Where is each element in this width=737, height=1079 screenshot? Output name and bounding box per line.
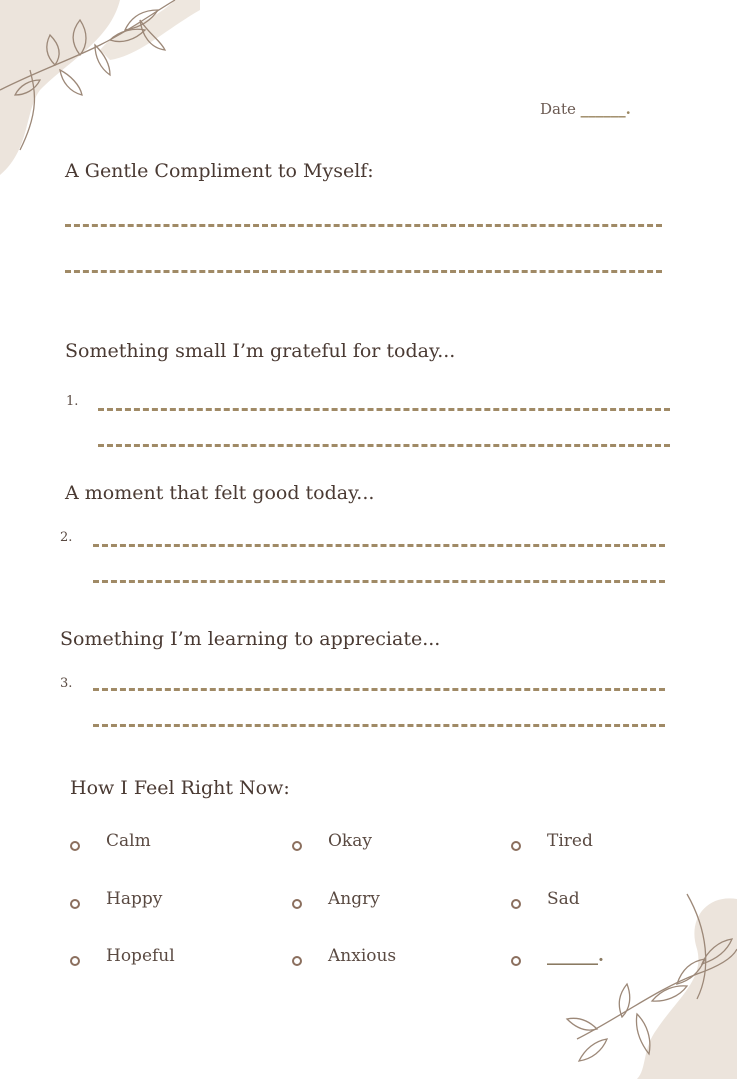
appreciate-heading: Something I’m learning to appreciate... <box>60 628 441 650</box>
mood-option-angry[interactable] <box>292 889 380 909</box>
moment-writing-line-1[interactable] <box>93 544 665 547</box>
mood-circle-icon[interactable] <box>511 956 521 966</box>
mood-option-other[interactable] <box>511 946 604 966</box>
leaf-branch-decoration-top-left <box>0 0 200 180</box>
mood-label: Okay <box>328 831 372 851</box>
compliment-heading: A Gentle Compliment to Myself: <box>65 160 374 182</box>
compliment-writing-line-2[interactable] <box>65 270 662 273</box>
mood-label: Hopeful <box>106 946 175 966</box>
mood-circle-icon[interactable] <box>70 899 80 909</box>
mood-circle-icon[interactable] <box>292 841 302 851</box>
appreciate-writing-line-2[interactable] <box>93 724 665 727</box>
moment-heading: A moment that felt good today... <box>65 482 375 504</box>
mood-circle-icon[interactable] <box>292 956 302 966</box>
mood-option-happy[interactable] <box>70 889 163 909</box>
mood-circle-icon[interactable] <box>511 841 521 851</box>
mood-option-anxious[interactable] <box>292 946 397 966</box>
feel-heading: How I Feel Right Now: <box>70 777 290 799</box>
moment-writing-line-2[interactable] <box>93 580 665 583</box>
mood-other-blank[interactable]: ______. <box>547 946 604 966</box>
date-field <box>540 100 631 118</box>
moment-number: 2. <box>60 530 73 545</box>
mood-circle-icon[interactable] <box>292 899 302 909</box>
mood-option-tired[interactable] <box>511 831 593 851</box>
leaf-branch-decoration-bottom-right <box>537 889 737 1079</box>
mood-circle-icon[interactable] <box>511 899 521 909</box>
date-blank[interactable]: ______. <box>580 100 631 118</box>
date-label: Date <box>540 100 576 118</box>
appreciate-number: 3. <box>60 676 73 691</box>
mood-circle-icon[interactable] <box>70 956 80 966</box>
mood-option-hopeful[interactable] <box>70 946 175 966</box>
mood-option-calm[interactable] <box>70 831 151 851</box>
mood-label: Calm <box>106 831 151 851</box>
mood-label: Tired <box>547 831 593 851</box>
grateful-writing-line-1[interactable] <box>98 408 670 411</box>
mood-option-okay[interactable] <box>292 831 372 851</box>
appreciate-writing-line-1[interactable] <box>93 688 665 691</box>
mood-label: Sad <box>547 889 580 909</box>
grateful-writing-line-2[interactable] <box>98 444 670 447</box>
compliment-writing-line-1[interactable] <box>65 224 662 227</box>
mood-option-sad[interactable] <box>511 889 580 909</box>
mood-circle-icon[interactable] <box>70 841 80 851</box>
mood-label: Happy <box>106 889 163 909</box>
mood-label: Angry <box>328 889 380 909</box>
grateful-heading: Something small I’m grateful for today... <box>65 340 456 362</box>
grateful-number: 1. <box>66 394 79 409</box>
mood-label: Anxious <box>328 946 397 966</box>
